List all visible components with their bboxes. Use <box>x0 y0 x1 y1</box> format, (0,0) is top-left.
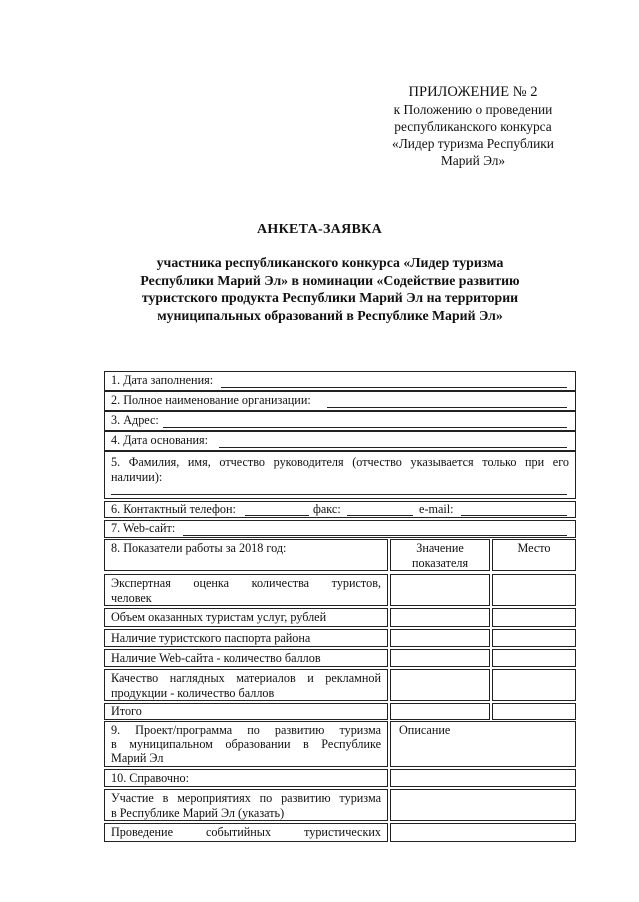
indicator-experts-line2: человек <box>111 591 152 605</box>
indicator-total <box>104 703 388 720</box>
reference-label: 10. Справочно: <box>111 771 190 785</box>
website-label: 7. Web-сайт: <box>111 521 176 535</box>
reference-value-cell[interactable] <box>390 769 576 787</box>
head-name-label-line2: наличии): <box>111 470 163 484</box>
indicator-quality <box>104 669 388 701</box>
founded-field[interactable] <box>219 447 567 448</box>
date-filled-field[interactable] <box>221 387 567 388</box>
row-contacts <box>104 501 576 518</box>
row-org-name <box>104 391 576 411</box>
holding-label: Проведение событийных туристических <box>111 825 381 839</box>
head-name-label-line1: 5. Фамилия, имя, отчество руководителя (отчество указывается только при его <box>111 455 569 469</box>
project-label-line2: в муниципальном образовании в Республике <box>111 737 381 751</box>
indicator-experts-place[interactable] <box>492 574 576 606</box>
place-header: Место <box>517 541 551 555</box>
description-label: Описание <box>399 723 451 737</box>
row-head-name <box>104 451 576 499</box>
indicator-website-place[interactable] <box>492 649 576 667</box>
indicator-passport-label: Наличие туристского паспорта района <box>111 631 311 645</box>
appendix-line: Марий Эл» <box>440 153 506 168</box>
indicator-total-label: Итого <box>111 704 142 718</box>
indicator-quality-place[interactable] <box>492 669 576 701</box>
events-label-line1: Участие в мероприятиях по развитию туризма <box>111 791 381 805</box>
project-label-line1: 9. Проект/программа по развитию туризма <box>111 723 381 737</box>
address-label: 3. Адрес: <box>111 413 159 427</box>
founded-label: 4. Дата основания: <box>111 433 208 447</box>
indicator-services-label: Объем оказанных туристам услуг, рублей <box>111 610 327 624</box>
appendix-header <box>368 84 578 169</box>
email-label: e-mail: <box>419 502 454 516</box>
place-header-cell <box>492 539 576 571</box>
reference-cell <box>104 769 388 787</box>
indicator-experts <box>104 574 388 606</box>
indicator-quality-value[interactable] <box>390 669 490 701</box>
value-header-line1: Значение <box>416 541 464 555</box>
subtitle-line: муниципальных образований в Республике Марий Эл» <box>157 307 503 323</box>
indicators-title-cell <box>104 539 388 571</box>
row-address <box>104 411 576 431</box>
email-field[interactable] <box>461 515 567 516</box>
indicator-experts-value[interactable] <box>390 574 490 606</box>
appendix-line: республиканского конкурса <box>394 119 552 134</box>
indicator-passport-value[interactable] <box>390 629 490 647</box>
project-label-line3: Марий Эл <box>111 751 164 765</box>
indicator-total-value[interactable] <box>390 703 490 720</box>
project-cell <box>104 721 388 767</box>
events-cell <box>104 789 388 821</box>
date-filled-label: 1. Дата заполнения: <box>111 373 214 387</box>
value-header-line2: показателя <box>411 556 469 570</box>
indicator-passport <box>104 629 388 647</box>
indicator-quality-line2: продукции - количество баллов <box>111 686 275 700</box>
fax-label: факс: <box>313 502 341 516</box>
indicator-website-label: Наличие Web-сайта - количество баллов <box>111 651 321 665</box>
org-name-label: 2. Полное наименование организации: <box>111 393 311 407</box>
head-name-field[interactable] <box>111 494 567 495</box>
row-website <box>104 520 576 538</box>
indicator-experts-line1: Экспертная оценка количества туристов, <box>111 576 381 590</box>
project-description-cell[interactable] <box>390 721 576 767</box>
indicator-services-place[interactable] <box>492 608 576 627</box>
row-founded <box>104 431 576 451</box>
org-name-field[interactable] <box>327 407 567 408</box>
indicator-total-place[interactable] <box>492 703 576 720</box>
indicator-website <box>104 649 388 667</box>
holding-value-cell[interactable] <box>390 823 576 842</box>
document-subtitle <box>100 254 560 324</box>
phone-label: 6. Контактный телефон: <box>111 502 236 516</box>
phone-field[interactable] <box>245 515 309 516</box>
indicator-quality-line1: Качество наглядных материалов и рекламной <box>111 671 381 685</box>
indicator-passport-place[interactable] <box>492 629 576 647</box>
indicators-title: 8. Показатели работы за 2018 год: <box>111 541 287 555</box>
website-field[interactable] <box>183 535 567 536</box>
subtitle-line: туристского продукта Республики Марий Эл на территории <box>141 290 519 305</box>
indicator-services <box>104 608 388 627</box>
indicator-website-value[interactable] <box>390 649 490 667</box>
appendix-title: ПРИЛОЖЕНИЕ № 2 <box>408 84 538 100</box>
subtitle-line: участника республиканского конкурса «Лидер туризма <box>156 255 504 270</box>
indicator-services-value[interactable] <box>390 608 490 627</box>
events-label-line2: в Республике Марий Эл (указать) <box>111 806 285 820</box>
address-field[interactable] <box>163 427 567 428</box>
value-header-cell <box>390 539 490 571</box>
appendix-line: к Положению о проведении <box>393 102 553 117</box>
events-value-cell[interactable] <box>390 789 576 821</box>
holding-cell <box>104 823 388 842</box>
document-title: АНКЕТА-ЗАЯВКА <box>256 222 382 237</box>
fax-field[interactable] <box>347 515 413 516</box>
row-date-filled <box>104 371 576 391</box>
appendix-line: «Лидер туризма Республики <box>392 136 554 151</box>
subtitle-line: Республики Марий Эл» в номинации «Содействие развитию <box>140 272 520 288</box>
